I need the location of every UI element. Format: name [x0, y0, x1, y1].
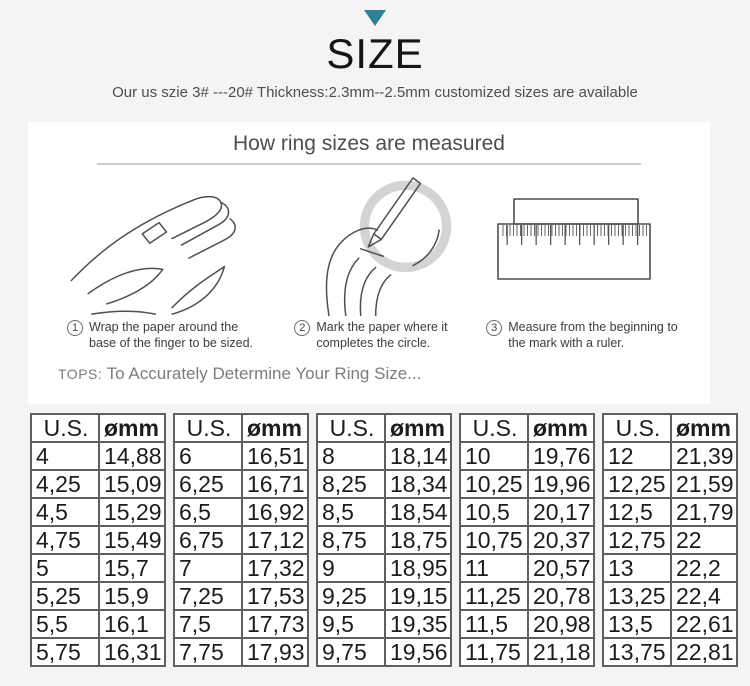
step-text-line-1: Mark the paper where it	[316, 320, 448, 334]
guide-step-2	[269, 175, 473, 352]
mm-size-cell: 16,31	[99, 638, 165, 666]
table-row	[317, 610, 451, 638]
us-size-cell: 4,25	[31, 470, 99, 498]
mm-size-cell: 15,29	[99, 498, 165, 526]
mm-size-cell: 21,79	[671, 498, 737, 526]
us-size-cell: 6,25	[174, 470, 242, 498]
guide-steps-row	[28, 165, 710, 352]
guide-title: How ring sizes are measured	[233, 132, 505, 155]
step-number-badge: 2	[294, 320, 310, 336]
us-size-cell: 10,25	[460, 470, 528, 498]
mm-size-cell: 20,17	[528, 498, 594, 526]
step-text	[508, 319, 678, 352]
table-row	[31, 470, 165, 498]
size-table-1	[30, 413, 166, 667]
hand-marking-with-pen-illustration	[271, 175, 471, 317]
size-table-4	[459, 413, 595, 667]
mm-size-cell: 18,34	[385, 470, 451, 498]
table-row	[603, 498, 737, 526]
us-size-cell: 7,5	[174, 610, 242, 638]
hand-icon	[60, 176, 260, 316]
table-row	[460, 582, 594, 610]
mm-size-cell: 17,53	[242, 582, 308, 610]
table-row	[460, 442, 594, 470]
table-row	[31, 610, 165, 638]
us-size-cell: 8,75	[317, 526, 385, 554]
us-size-cell: 5,25	[31, 582, 99, 610]
table-row	[174, 442, 308, 470]
mm-size-cell: 17,32	[242, 554, 308, 582]
table-row	[460, 498, 594, 526]
step-number-badge: 1	[67, 320, 83, 336]
size-info-page	[0, 10, 750, 686]
mm-size-cell: 21,59	[671, 470, 737, 498]
us-size-cell: 11,25	[460, 582, 528, 610]
mm-size-cell: 17,93	[242, 638, 308, 666]
us-size-cell: 11,5	[460, 610, 528, 638]
table-row	[174, 610, 308, 638]
step-number-badge: 3	[486, 320, 502, 336]
us-size-cell: 10	[460, 442, 528, 470]
mm-size-cell: 21,39	[671, 442, 737, 470]
mm-size-cell: 15,7	[99, 554, 165, 582]
table-row	[174, 470, 308, 498]
table-row	[317, 554, 451, 582]
us-column-header: U.S.	[603, 414, 671, 442]
us-size-cell: 4	[31, 442, 99, 470]
mm-size-cell: 22,2	[671, 554, 737, 582]
us-size-cell: 12,25	[603, 470, 671, 498]
mm-size-cell: 19,35	[385, 610, 451, 638]
mm-size-cell: 20,37	[528, 526, 594, 554]
mm-size-cell: 22,61	[671, 610, 737, 638]
us-column-header: U.S.	[460, 414, 528, 442]
table-row	[174, 554, 308, 582]
table-row	[31, 582, 165, 610]
us-size-cell: 8,25	[317, 470, 385, 498]
table-row	[31, 442, 165, 470]
table-header-row	[317, 414, 451, 442]
us-size-cell: 5	[31, 554, 99, 582]
us-size-cell: 13,75	[603, 638, 671, 666]
table-row	[460, 526, 594, 554]
us-size-cell: 4,5	[31, 498, 99, 526]
table-row	[317, 442, 451, 470]
step-text	[316, 319, 447, 352]
table-row	[603, 554, 737, 582]
us-size-cell: 6,5	[174, 498, 242, 526]
step-text-line-1: Wrap the paper around the	[89, 320, 239, 334]
table-row	[174, 582, 308, 610]
tip-text: To Accurately Determine Your Ring Size...	[102, 363, 422, 383]
table-row	[31, 526, 165, 554]
step-text	[89, 319, 253, 352]
mm-size-cell: 16,92	[242, 498, 308, 526]
table-row	[460, 554, 594, 582]
mm-size-cell: 22,4	[671, 582, 737, 610]
paper-strip-on-ruler-illustration	[492, 175, 672, 317]
mm-column-header: ømm	[385, 414, 451, 442]
size-table-5	[602, 413, 738, 667]
hand-with-paper-strip-illustration	[60, 175, 260, 317]
table-row	[460, 470, 594, 498]
us-size-cell: 10,5	[460, 498, 528, 526]
us-size-cell: 9,5	[317, 610, 385, 638]
table-row	[460, 610, 594, 638]
mm-column-header: ømm	[242, 414, 308, 442]
us-size-cell: 8,5	[317, 498, 385, 526]
mm-size-cell: 18,75	[385, 526, 451, 554]
mm-size-cell: 22,81	[671, 638, 737, 666]
table-row	[317, 498, 451, 526]
table-row	[603, 470, 737, 498]
us-size-cell: 4,75	[31, 526, 99, 554]
table-row	[174, 498, 308, 526]
table-header-row	[603, 414, 737, 442]
mm-size-cell: 16,1	[99, 610, 165, 638]
mm-size-cell: 16,71	[242, 470, 308, 498]
mm-size-cell: 17,73	[242, 610, 308, 638]
us-size-cell: 13,25	[603, 582, 671, 610]
us-column-header: U.S.	[317, 414, 385, 442]
table-row	[460, 638, 594, 666]
mm-size-cell: 18,54	[385, 498, 451, 526]
table-row	[31, 638, 165, 666]
table-row	[317, 526, 451, 554]
table-header-row	[460, 414, 594, 442]
step-text-line-2: the mark with a ruler.	[508, 336, 625, 351]
table-row	[603, 582, 737, 610]
size-tables	[30, 413, 750, 667]
size-table-3	[316, 413, 452, 667]
us-column-header: U.S.	[31, 414, 99, 442]
us-size-cell: 12,75	[603, 526, 671, 554]
mm-size-cell: 18,95	[385, 554, 451, 582]
guide-step-3	[480, 175, 684, 352]
us-size-cell: 7	[174, 554, 242, 582]
mm-size-cell: 17,12	[242, 526, 308, 554]
us-size-cell: 8	[317, 442, 385, 470]
table-row	[31, 554, 165, 582]
us-size-cell: 6	[174, 442, 242, 470]
guide-step-1	[58, 175, 262, 352]
mm-size-cell: 19,56	[385, 638, 451, 666]
mm-size-cell: 20,57	[528, 554, 594, 582]
us-size-cell: 7,25	[174, 582, 242, 610]
table-header-row	[31, 414, 165, 442]
down-triangle-icon	[364, 10, 386, 26]
us-size-cell: 12,5	[603, 498, 671, 526]
mm-size-cell: 15,09	[99, 470, 165, 498]
page-title: SIZE	[326, 30, 424, 77]
mm-size-cell: 18,14	[385, 442, 451, 470]
us-size-cell: 12	[603, 442, 671, 470]
ruler-icon	[492, 191, 672, 301]
mm-size-cell: 16,51	[242, 442, 308, 470]
mm-column-header: ømm	[671, 414, 737, 442]
pen-marking-icon	[271, 176, 471, 316]
mm-size-cell: 15,9	[99, 582, 165, 610]
table-row	[603, 638, 737, 666]
us-size-cell: 13	[603, 554, 671, 582]
table-row	[317, 470, 451, 498]
table-row	[31, 498, 165, 526]
table-row	[317, 638, 451, 666]
tip-label: TOPS:	[58, 365, 103, 382]
table-row	[174, 638, 308, 666]
us-size-cell: 9,25	[317, 582, 385, 610]
mm-size-cell: 19,15	[385, 582, 451, 610]
table-row	[174, 526, 308, 554]
us-size-cell: 9	[317, 554, 385, 582]
us-size-cell: 5,5	[31, 610, 99, 638]
table-row	[603, 442, 737, 470]
table-header-row	[174, 414, 308, 442]
us-size-cell: 13,5	[603, 610, 671, 638]
us-size-cell: 9,75	[317, 638, 385, 666]
us-size-cell: 5,75	[31, 638, 99, 666]
table-row	[603, 610, 737, 638]
us-size-cell: 6,75	[174, 526, 242, 554]
step-caption	[486, 319, 678, 352]
table-row	[603, 526, 737, 554]
us-column-header: U.S.	[174, 414, 242, 442]
mm-size-cell: 15,49	[99, 526, 165, 554]
accuracy-tip	[58, 364, 710, 384]
mm-size-cell: 19,96	[528, 470, 594, 498]
table-row	[317, 582, 451, 610]
us-size-cell: 11,75	[460, 638, 528, 666]
size-range-subtitle: Our us szie 3# ---20# Thickness:2.3mm--2.5mm customized sizes are available	[112, 84, 638, 101]
measurement-guide-panel	[28, 122, 710, 404]
size-table-2	[173, 413, 309, 667]
step-caption	[294, 319, 447, 352]
mm-size-cell: 20,78	[528, 582, 594, 610]
us-size-cell: 10,75	[460, 526, 528, 554]
step-caption	[67, 319, 253, 352]
mm-size-cell: 14,88	[99, 442, 165, 470]
step-text-line-1: Measure from the beginning to	[508, 320, 678, 334]
mm-column-header: ømm	[99, 414, 165, 442]
us-size-cell: 11	[460, 554, 528, 582]
step-text-line-2: base of the finger to be sized.	[89, 336, 253, 351]
mm-size-cell: 19,76	[528, 442, 594, 470]
mm-size-cell: 22	[671, 526, 737, 554]
step-text-line-2: completes the circle.	[316, 336, 431, 351]
us-size-cell: 7,75	[174, 638, 242, 666]
mm-size-cell: 20,98	[528, 610, 594, 638]
mm-size-cell: 21,18	[528, 638, 594, 666]
mm-column-header: ømm	[528, 414, 594, 442]
